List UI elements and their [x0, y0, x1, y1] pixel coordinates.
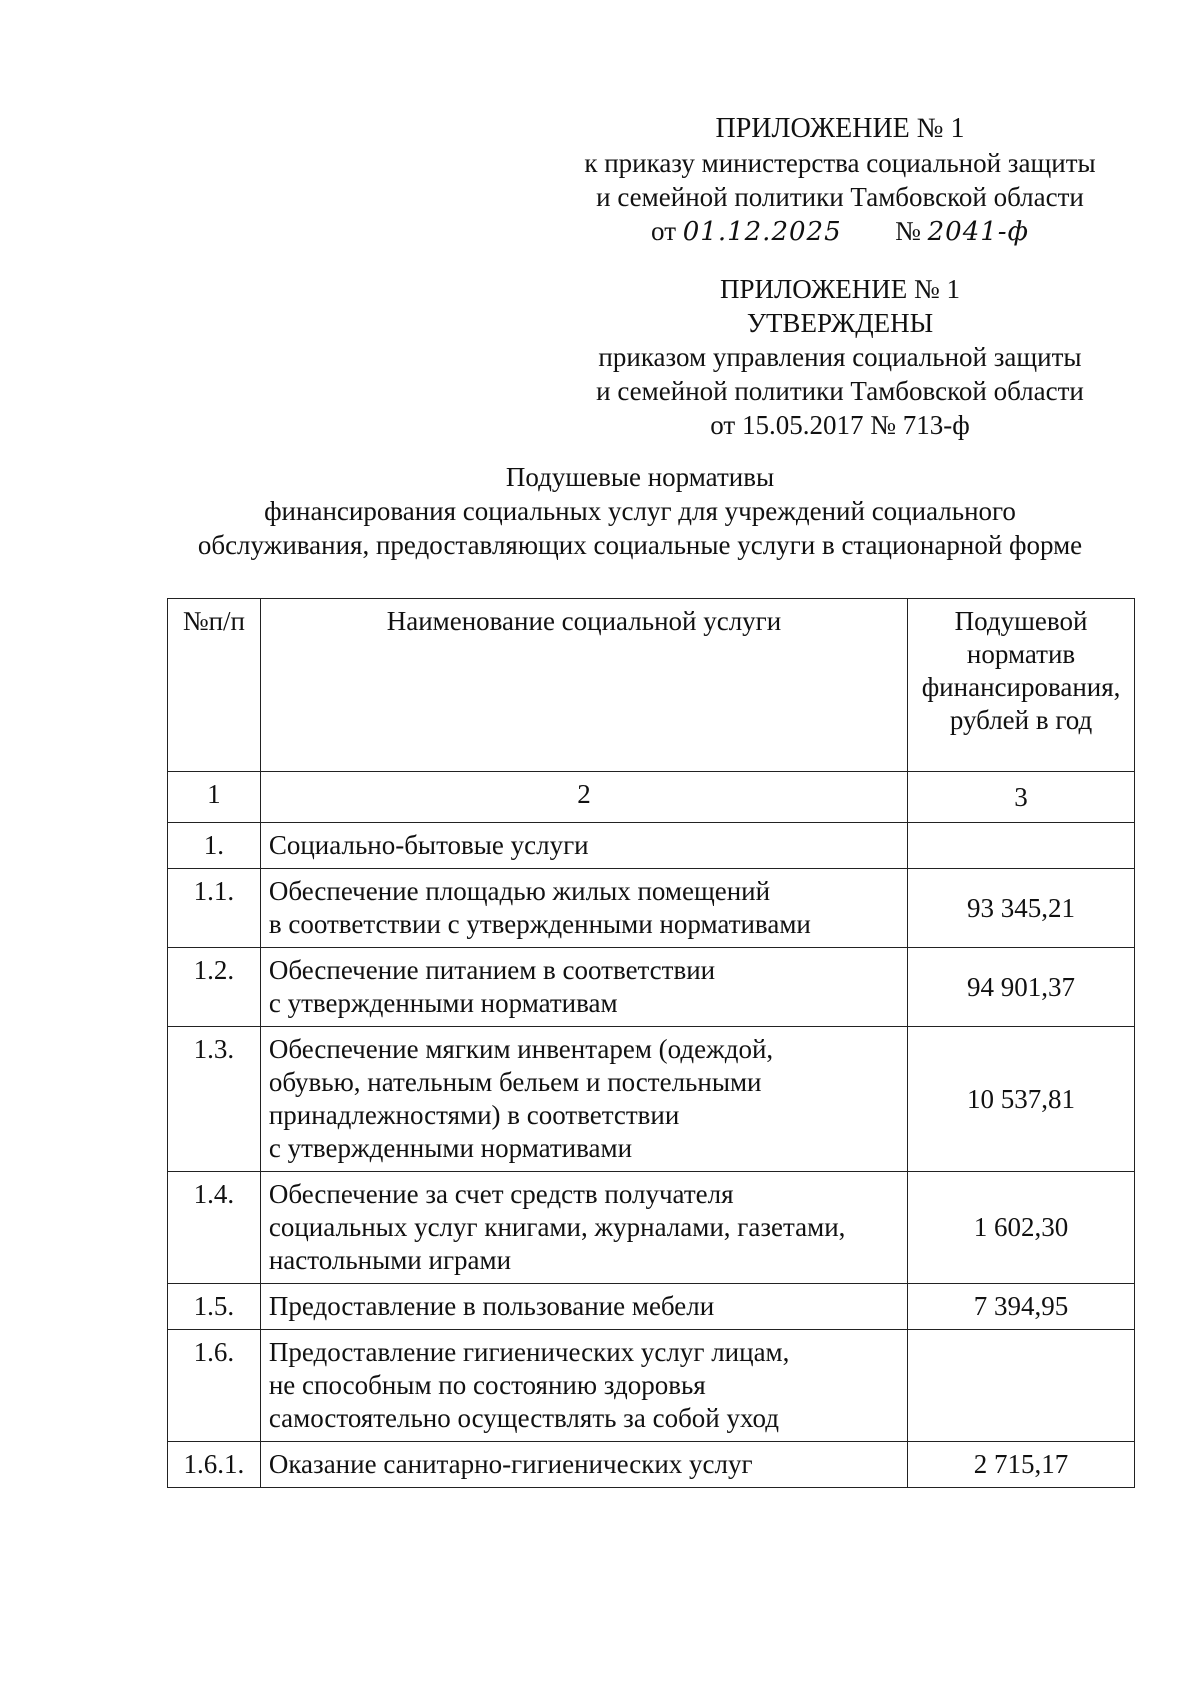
date-prefix: от	[651, 216, 676, 246]
original-department-line: и семейной политики Тамбовской области	[596, 376, 1084, 406]
header-service-name: Наименование социальной услуги	[260, 599, 907, 772]
row-number: 1.6.1.	[168, 1442, 261, 1488]
table-header-row	[168, 599, 1135, 772]
column-number-1: 1	[168, 772, 261, 823]
appendix-heading: ПРИЛОЖЕНИЕ № 1	[715, 113, 965, 144]
row-service-name: Обеспечение за счет средств получателя социальных услуг книгами, журналами, газетами, настольными играми	[260, 1172, 907, 1284]
row-service-name: Предоставление гигиенических услуг лицам, не способным по состоянию здоровья самостоятельно осуществлять за собой уход	[260, 1330, 907, 1442]
table-row	[168, 869, 1135, 948]
row-norm-value: 93 345,21	[908, 869, 1135, 948]
row-number: 1.2.	[168, 948, 261, 1027]
appendix-header-current	[560, 112, 1120, 249]
handwritten-date: 01.12.2025	[682, 217, 842, 247]
column-number-3: 3	[908, 772, 1135, 823]
row-number: 1.	[168, 823, 261, 869]
table-row	[168, 1442, 1135, 1488]
financing-norms-table	[167, 598, 1135, 1488]
table-row	[168, 1027, 1135, 1172]
header-number: №п/п	[168, 599, 261, 772]
row-service-name: Обеспечение питанием в соответствии с утвержденными нормативам	[260, 948, 907, 1027]
handwritten-number: 2041-ф	[927, 217, 1029, 247]
row-norm-value: 10 537,81	[908, 1027, 1135, 1172]
title-line-3: обслуживания, предоставляющих социальные услуги в стационарной форме	[197, 530, 1083, 560]
column-number-2: 2	[260, 772, 907, 823]
table-row	[168, 1330, 1135, 1442]
appendix-date-number	[651, 214, 1029, 249]
appendix-ministry-line: и семейной политики Тамбовской области	[596, 182, 1084, 212]
table-row	[168, 1172, 1135, 1284]
row-norm-value: 2 715,17	[908, 1442, 1135, 1488]
row-number: 1.1.	[168, 869, 261, 948]
row-service-name: Обеспечение мягким инвентарем (одеждой, обувью, нательным бельем и постельными принадлежностями) в соответствии с утвержденными нормативами	[260, 1027, 907, 1172]
row-number: 1.6.	[168, 1330, 261, 1442]
table-row	[168, 948, 1135, 1027]
document-title	[120, 460, 1160, 562]
row-norm-value: 7 394,95	[908, 1284, 1135, 1330]
original-order-line: приказом управления социальной защиты	[598, 342, 1082, 372]
row-service-name: Оказание санитарно-гигиенических услуг	[260, 1442, 907, 1488]
row-number: 1.3.	[168, 1027, 261, 1172]
appendix-order-line: к приказу министерства социальной защиты	[584, 148, 1096, 178]
header-norm: Подушевой норматив финансирования, рублей в год	[908, 599, 1135, 772]
row-service-name: Предоставление в пользование мебели	[260, 1284, 907, 1330]
original-appendix-heading: ПРИЛОЖЕНИЕ № 1	[719, 274, 961, 304]
row-service-name: Социально-бытовые услуги	[260, 823, 907, 869]
row-norm-value	[908, 823, 1135, 869]
row-number: 1.4.	[168, 1172, 261, 1284]
number-prefix: №	[895, 216, 921, 246]
row-number: 1.5.	[168, 1284, 261, 1330]
appendix-header-original	[560, 272, 1120, 442]
row-norm-value: 94 901,37	[908, 948, 1135, 1027]
title-line-1: Подушевые нормативы	[505, 462, 775, 492]
row-norm-value: 1 602,30	[908, 1172, 1135, 1284]
original-date-number: от 15.05.2017 № 713-ф	[710, 410, 970, 440]
table-row	[168, 1284, 1135, 1330]
column-numbers-row	[168, 772, 1135, 823]
row-service-name: Обеспечение площадью жилых помещений в соответствии с утвержденными нормативами	[260, 869, 907, 948]
title-line-2: финансирования социальных услуг для учреждений социального	[264, 496, 1016, 526]
row-norm-value	[908, 1330, 1135, 1442]
table-row	[168, 823, 1135, 869]
approved-label: УТВЕРЖДЕНЫ	[746, 308, 934, 338]
